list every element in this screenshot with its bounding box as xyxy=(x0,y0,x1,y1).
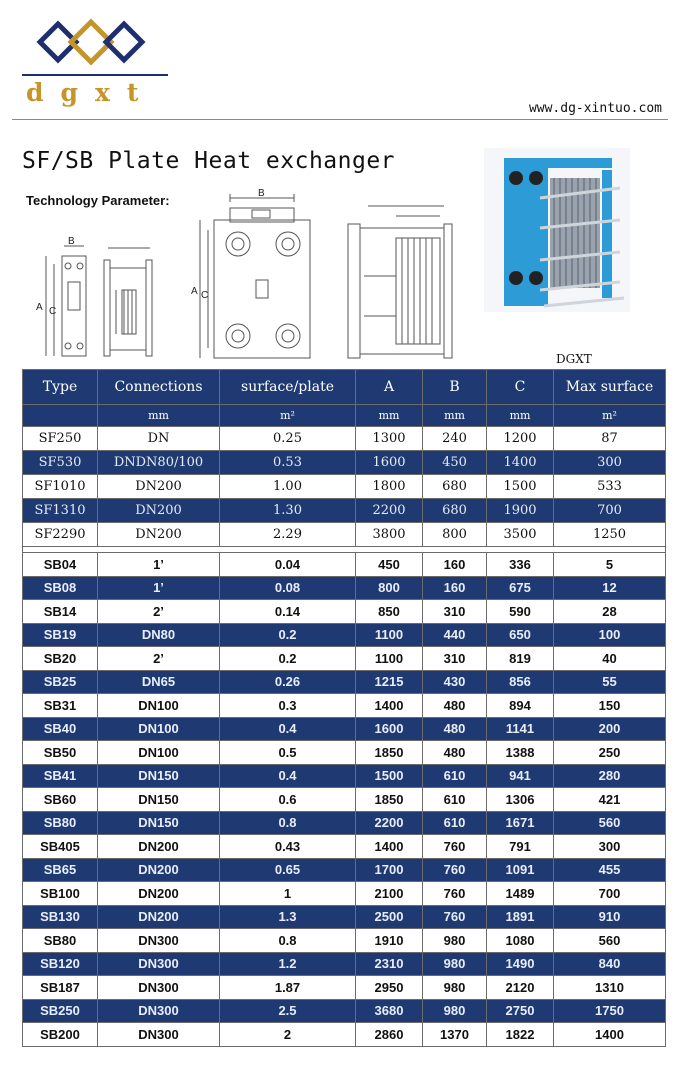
table-row xyxy=(23,764,666,788)
table-cell: 0.26 xyxy=(220,670,356,694)
company-logo xyxy=(18,18,156,108)
table-cell: SB80 xyxy=(23,929,98,953)
table-cell: SB65 xyxy=(23,858,98,882)
column-header: Max surface xyxy=(554,370,666,405)
column-header: Type xyxy=(23,370,98,405)
table-row xyxy=(23,929,666,953)
table-row xyxy=(23,905,666,929)
table-cell: 28 xyxy=(554,600,666,624)
table-cell: DN200 xyxy=(98,499,220,523)
table-cell: 560 xyxy=(554,811,666,835)
table-cell: 1’ xyxy=(98,576,220,600)
dimension-label-a-large: A xyxy=(191,286,198,297)
table-cell: 0.25 xyxy=(220,427,356,451)
table-cell: 0.65 xyxy=(220,858,356,882)
table-cell: 0.8 xyxy=(220,929,356,953)
table-cell: 450 xyxy=(423,451,487,475)
column-header: surface/plate xyxy=(220,370,356,405)
table-cell: 300 xyxy=(554,451,666,475)
table-row xyxy=(23,694,666,718)
table-cell: DN150 xyxy=(98,788,220,812)
table-row xyxy=(23,741,666,765)
table-cell: 1215 xyxy=(356,670,423,694)
table-cell: 1910 xyxy=(356,929,423,953)
table-row xyxy=(23,647,666,671)
photo-caption: DGXT xyxy=(556,352,592,366)
table-cell: 5 xyxy=(554,553,666,577)
table-cell: 0.8 xyxy=(220,811,356,835)
table-cell: 0.53 xyxy=(220,451,356,475)
table-cell: 1400 xyxy=(356,694,423,718)
table-cell: 610 xyxy=(423,788,487,812)
unit-cell: m² xyxy=(220,405,356,427)
table-cell: 1500 xyxy=(356,764,423,788)
table-cell: 1891 xyxy=(487,905,554,929)
table-cell: 0.14 xyxy=(220,600,356,624)
column-header: B xyxy=(423,370,487,405)
dimension-label-c: C xyxy=(49,306,57,317)
table-cell: DN200 xyxy=(98,858,220,882)
table-cell: DN150 xyxy=(98,811,220,835)
table-cell: 1.3 xyxy=(220,905,356,929)
table-cell: DNDN80/100 xyxy=(98,451,220,475)
table-cell: 1489 xyxy=(487,882,554,906)
table-cell: 1400 xyxy=(487,451,554,475)
table-cell: SB250 xyxy=(23,999,98,1023)
table-cell: 650 xyxy=(487,623,554,647)
table-cell: SB80 xyxy=(23,811,98,835)
logo-text: dgxt xyxy=(26,78,156,107)
table-cell: 1’ xyxy=(98,553,220,577)
table-cell: 0.2 xyxy=(220,647,356,671)
table-cell: 450 xyxy=(356,553,423,577)
table-row xyxy=(23,427,666,451)
table-row xyxy=(23,475,666,499)
table-cell: SB41 xyxy=(23,764,98,788)
table-row xyxy=(23,623,666,647)
table-cell: DN300 xyxy=(98,1023,220,1047)
table-cell: 1900 xyxy=(487,499,554,523)
table-cell: 0.2 xyxy=(220,623,356,647)
table-cell: DN65 xyxy=(98,670,220,694)
table-row xyxy=(23,882,666,906)
table-cell: 310 xyxy=(423,647,487,671)
table-cell: 980 xyxy=(423,952,487,976)
table-cell: 1300 xyxy=(356,427,423,451)
table-row xyxy=(23,523,666,547)
technical-drawing xyxy=(24,186,472,366)
table-cell: 12 xyxy=(554,576,666,600)
table-cell: 700 xyxy=(554,882,666,906)
table-cell: 675 xyxy=(487,576,554,600)
table-cell: 610 xyxy=(423,811,487,835)
table-cell: 941 xyxy=(487,764,554,788)
table-cell: 3800 xyxy=(356,523,423,547)
dimension-label-b: B xyxy=(68,236,75,247)
table-cell: 2310 xyxy=(356,952,423,976)
table-cell: 1100 xyxy=(356,623,423,647)
table-cell: DN200 xyxy=(98,475,220,499)
column-header: A xyxy=(356,370,423,405)
column-header: Connections xyxy=(98,370,220,405)
table-cell: 1250 xyxy=(554,523,666,547)
table-cell: SB60 xyxy=(23,788,98,812)
table-cell: 1.00 xyxy=(220,475,356,499)
table-cell: SB187 xyxy=(23,976,98,1000)
table-cell: 0.08 xyxy=(220,576,356,600)
unit-cell: mm xyxy=(487,405,554,427)
table-cell: DN150 xyxy=(98,764,220,788)
table-cell: 1500 xyxy=(487,475,554,499)
table-cell: SB19 xyxy=(23,623,98,647)
table-cell: DN100 xyxy=(98,741,220,765)
table-cell: 0.04 xyxy=(220,553,356,577)
table-cell: 1600 xyxy=(356,717,423,741)
table-cell: 150 xyxy=(554,694,666,718)
table-cell: 2200 xyxy=(356,811,423,835)
table-cell: 590 xyxy=(487,600,554,624)
table-cell: 3500 xyxy=(487,523,554,547)
table-cell: 2’ xyxy=(98,647,220,671)
table-cell: 2.5 xyxy=(220,999,356,1023)
table-cell: SB14 xyxy=(23,600,98,624)
table-cell: 1.87 xyxy=(220,976,356,1000)
table-cell: 160 xyxy=(423,576,487,600)
table-cell: 1700 xyxy=(356,858,423,882)
table-cell: 1091 xyxy=(487,858,554,882)
table-row xyxy=(23,553,666,577)
table-cell: 680 xyxy=(423,499,487,523)
header-divider xyxy=(12,119,668,120)
unit-cell: mm xyxy=(98,405,220,427)
table-cell: 819 xyxy=(487,647,554,671)
unit-cell: m² xyxy=(554,405,666,427)
table-cell: 791 xyxy=(487,835,554,859)
table-cell: 100 xyxy=(554,623,666,647)
table-cell: 480 xyxy=(423,717,487,741)
table-cell: 760 xyxy=(423,905,487,929)
table-row xyxy=(23,788,666,812)
table-cell: DN300 xyxy=(98,999,220,1023)
table-cell: 2’ xyxy=(98,600,220,624)
table-cell: 336 xyxy=(487,553,554,577)
table-cell: 2.29 xyxy=(220,523,356,547)
table-cell: 0.43 xyxy=(220,835,356,859)
table-cell: SF2290 xyxy=(23,523,98,547)
table-cell: 533 xyxy=(554,475,666,499)
table-cell: 480 xyxy=(423,741,487,765)
dimension-label-b-large: B xyxy=(258,188,265,199)
table-row xyxy=(23,835,666,859)
table-cell: SB200 xyxy=(23,1023,98,1047)
table-cell: 1200 xyxy=(487,427,554,451)
page-title: SF/SB Plate Heat exchanger xyxy=(22,148,396,174)
table-cell: 910 xyxy=(554,905,666,929)
table-cell: SB40 xyxy=(23,717,98,741)
table-cell: 0.6 xyxy=(220,788,356,812)
technology-parameter-label: Technology Parameter: xyxy=(26,193,170,208)
table-body xyxy=(23,427,666,1047)
logo-underline xyxy=(22,74,168,76)
table-cell: 980 xyxy=(423,929,487,953)
table-cell: 0.3 xyxy=(220,694,356,718)
table-cell: 850 xyxy=(356,600,423,624)
table-cell: DN xyxy=(98,427,220,451)
table-cell: DN80 xyxy=(98,623,220,647)
table-cell: 2950 xyxy=(356,976,423,1000)
table-cell: 1400 xyxy=(554,1023,666,1047)
dimension-label-c-large: C xyxy=(201,290,209,301)
table-row xyxy=(23,670,666,694)
table-cell: 1600 xyxy=(356,451,423,475)
table-cell: 0.5 xyxy=(220,741,356,765)
table-cell: 40 xyxy=(554,647,666,671)
table-cell: 1 xyxy=(220,882,356,906)
table-cell: 1400 xyxy=(356,835,423,859)
table-cell: DN200 xyxy=(98,882,220,906)
table-cell: 0.4 xyxy=(220,717,356,741)
table-cell: 760 xyxy=(423,858,487,882)
table-cell: SB405 xyxy=(23,835,98,859)
table-cell: 1490 xyxy=(487,952,554,976)
table-cell: 0.4 xyxy=(220,764,356,788)
website-url[interactable]: www.dg-xintuo.com xyxy=(528,101,662,116)
table-cell: 87 xyxy=(554,427,666,451)
table-cell: 2500 xyxy=(356,905,423,929)
table-cell: DN300 xyxy=(98,976,220,1000)
table-cell: 560 xyxy=(554,929,666,953)
table-cell: 2 xyxy=(220,1023,356,1047)
table-cell: 1.2 xyxy=(220,952,356,976)
table-cell: DN300 xyxy=(98,929,220,953)
table-cell: 310 xyxy=(423,600,487,624)
table-row xyxy=(23,717,666,741)
table-row xyxy=(23,451,666,475)
table-cell: SF530 xyxy=(23,451,98,475)
table-cell: 1370 xyxy=(423,1023,487,1047)
table-cell: 1822 xyxy=(487,1023,554,1047)
diamond-logo-icon xyxy=(36,18,146,70)
table-cell: 421 xyxy=(554,788,666,812)
table-cell: 250 xyxy=(554,741,666,765)
table-cell: SB20 xyxy=(23,647,98,671)
table-cell: 280 xyxy=(554,764,666,788)
table-cell: SF250 xyxy=(23,427,98,451)
table-cell: 1306 xyxy=(487,788,554,812)
table-cell: 980 xyxy=(423,976,487,1000)
table-cell: 440 xyxy=(423,623,487,647)
table-row xyxy=(23,952,666,976)
table-cell: 1750 xyxy=(554,999,666,1023)
table-row xyxy=(23,576,666,600)
table-cell: 240 xyxy=(423,427,487,451)
table-cell: 480 xyxy=(423,694,487,718)
dimension-label-a: A xyxy=(36,302,43,313)
table-cell: 1850 xyxy=(356,788,423,812)
table-cell: 700 xyxy=(554,499,666,523)
table-cell: 610 xyxy=(423,764,487,788)
table-cell: 2750 xyxy=(487,999,554,1023)
table-units-row xyxy=(23,405,666,427)
table-cell: 455 xyxy=(554,858,666,882)
table-cell: 2100 xyxy=(356,882,423,906)
table-cell: 1310 xyxy=(554,976,666,1000)
table-cell: 430 xyxy=(423,670,487,694)
table-cell: DN300 xyxy=(98,952,220,976)
table-row xyxy=(23,858,666,882)
table-cell: 2120 xyxy=(487,976,554,1000)
table-cell: 1.30 xyxy=(220,499,356,523)
table-cell: 760 xyxy=(423,835,487,859)
table-cell: 55 xyxy=(554,670,666,694)
table-cell: SB08 xyxy=(23,576,98,600)
table-row xyxy=(23,1023,666,1047)
table-row xyxy=(23,600,666,624)
heat-exchanger-photo xyxy=(484,148,630,312)
table-row xyxy=(23,499,666,523)
table-row xyxy=(23,811,666,835)
table-cell: 1671 xyxy=(487,811,554,835)
table-cell: 856 xyxy=(487,670,554,694)
table-row xyxy=(23,976,666,1000)
table-cell: 980 xyxy=(423,999,487,1023)
table-cell: 680 xyxy=(423,475,487,499)
table-cell: SB31 xyxy=(23,694,98,718)
table-cell: 1100 xyxy=(356,647,423,671)
table-header-row xyxy=(23,370,666,405)
table-cell: 1141 xyxy=(487,717,554,741)
table-cell: SF1310 xyxy=(23,499,98,523)
table-cell: SB04 xyxy=(23,553,98,577)
table-cell: 800 xyxy=(356,576,423,600)
table-cell: SB100 xyxy=(23,882,98,906)
table-cell: DN200 xyxy=(98,835,220,859)
unit-cell xyxy=(23,405,98,427)
table-cell: 894 xyxy=(487,694,554,718)
table-cell: DN200 xyxy=(98,523,220,547)
table-cell: 1080 xyxy=(487,929,554,953)
table-cell: 840 xyxy=(554,952,666,976)
table-row xyxy=(23,999,666,1023)
table-cell: DN100 xyxy=(98,717,220,741)
table-cell: 160 xyxy=(423,553,487,577)
table-cell: SB130 xyxy=(23,905,98,929)
table-cell: 2200 xyxy=(356,499,423,523)
table-cell: DN100 xyxy=(98,694,220,718)
table-cell: 3680 xyxy=(356,999,423,1023)
table-cell: 1800 xyxy=(356,475,423,499)
table-cell: SB25 xyxy=(23,670,98,694)
table-cell: 1850 xyxy=(356,741,423,765)
table-cell: SF1010 xyxy=(23,475,98,499)
unit-cell: mm xyxy=(423,405,487,427)
spec-table xyxy=(22,369,666,1047)
table-cell: DN200 xyxy=(98,905,220,929)
table-cell: 1388 xyxy=(487,741,554,765)
table-cell: SB50 xyxy=(23,741,98,765)
table-cell: 800 xyxy=(423,523,487,547)
column-header: C xyxy=(487,370,554,405)
table-cell: 300 xyxy=(554,835,666,859)
table-cell: 2860 xyxy=(356,1023,423,1047)
table-cell: 200 xyxy=(554,717,666,741)
table-cell: SB120 xyxy=(23,952,98,976)
unit-cell: mm xyxy=(356,405,423,427)
table-cell: 760 xyxy=(423,882,487,906)
